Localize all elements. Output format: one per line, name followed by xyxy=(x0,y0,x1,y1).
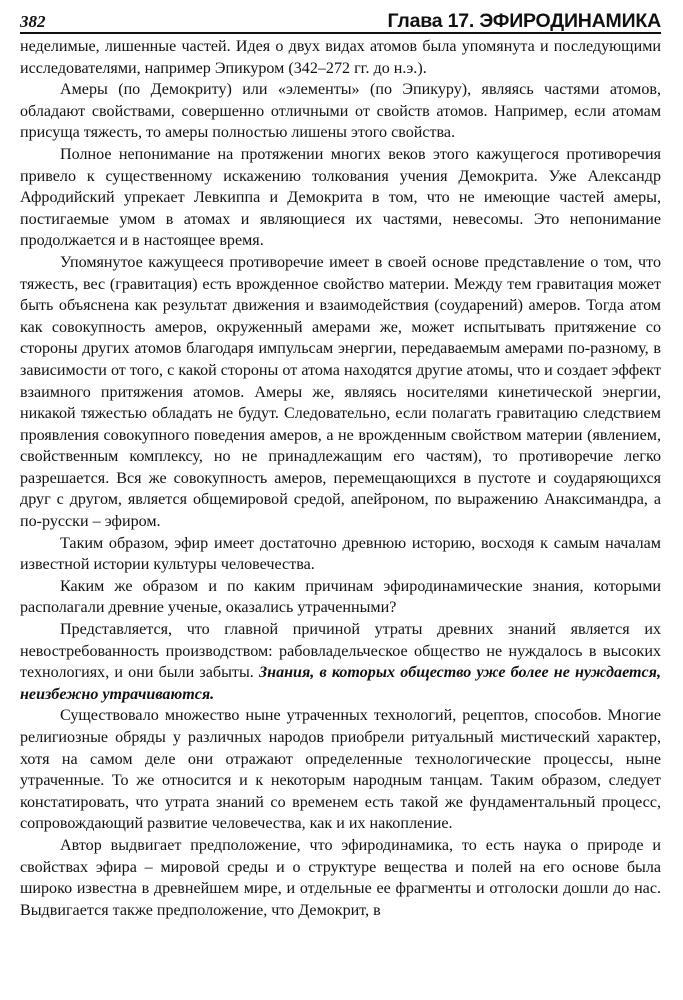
paragraph-question: Каким же образом и по каким причинам эфиродинамические знания, которыми располагали древние ученые, оказались утраченными? xyxy=(20,577,661,617)
page-body xyxy=(20,36,661,921)
paragraph-continuation: неделимые, лишенные частей. Идея о двух видах атомов была упомянута и последующими исследователями, например Эпикуром (342–272 гг. до н.э.). xyxy=(20,38,661,77)
paragraph-misunderstanding: Полное непонимание на протяжении многих веков этого кажущегося противоречия привело к существенному искажению толкования учения Демокрита. Уже Александр Афродийский упрекает Левкиппа и Демокрита в том, что не имеющие частей амеры, постигаемые умом в атомах и являющиеся их частями, невесомы. Это непонимание продолжается и в настоящее время. xyxy=(20,145,661,250)
paragraph-gravitation: Упомянутое кажущееся противоречие имеет в своей основе представление о том, что тяжесть, вес (гравитация) есть врожденное свойство материи. Между тем гравитация может быть объяснена как результат движения и взаимодействия (соударений) амеров. Тогда атом как совокупность амеров, окруженный амерами же, может испытывать притяжение со стороны других атомов благодаря импульсам энергии, передаваемым амерами по-разному, в зависимости от того, с какой стороны от атома находятся другие атомы, что и создает эффект взаимного притяжения атомов. Амеры же, являясь носителями кинетической энергии, никакой тяжестью обладать не будут. Следовательно, если полагать гравитацию следствием проявления совокупного поведения амеров, а не врожденным свойством материи (явлением, свойственным комплексу, но не принадлежащим его частям), то противоречие легко разрешается. Вся же совокупность амеров, перемещающихся в пустоте и соударяющихся друг с другом, является общемировой средой, апейроном, по выражению Анаксимандра, а по-русски – эфиром. xyxy=(20,253,661,531)
paragraph-amers: Амеры (по Демокриту) или «элементы» (по Эпикуру), являясь частями атомов, обладают свойствами, совершенно отличными от свойств атомов. Например, если атомам присуща тяжесть, то амеры полностью лишены этого свойства. xyxy=(20,81,661,142)
loss-cause-text: Представляется, что главной причиной утраты древних знаний является их невостребованность производством: рабовладельческое общество не нуждалось в высоких технологиях, и они были забыты. xyxy=(20,621,661,682)
paragraph-author-hypothesis: Автор выдвигает предположение, что эфиродинамика, то есть наука о природе и свойствах эфира – мировой среды и о структуре вещества и полей на его основе была широко известна в древнейшем мире, и отдельные ее фрагменты и отголоски дошли до нас. Выдвигается также предположение, что Демокрит, в xyxy=(20,836,661,919)
running-header xyxy=(20,6,661,34)
paragraph-ether-history: Таким образом, эфир имеет достаточно древнюю историю, восходя к самым началам известной истории культуры человечества. xyxy=(20,534,661,574)
chapter-title: Глава 17. ЭФИРОДИНАМИКА xyxy=(387,10,661,32)
paragraph-lost-technologies: Существовало множество ныне утраченных технологий, рецептов, способов. Многие религиозные обряды у различных народов приобрели ритуальный мистический характер, хотя на самом деле они отражают определенные технологические процессы, ныне утраченные. То же относится и к некоторым народным танцам. Таким образом, следует констатировать, что утрата знаний со временем есть такой же фундаментальный процесс, сопровождающий развитие человечества, как и их накопление. xyxy=(20,707,661,833)
paragraph-loss-cause xyxy=(20,619,661,705)
emphasized-statement: Знания, в которых общество уже более не нуждается, неизбежно утрачиваются. xyxy=(20,664,661,703)
page-number: 382 xyxy=(20,12,46,31)
